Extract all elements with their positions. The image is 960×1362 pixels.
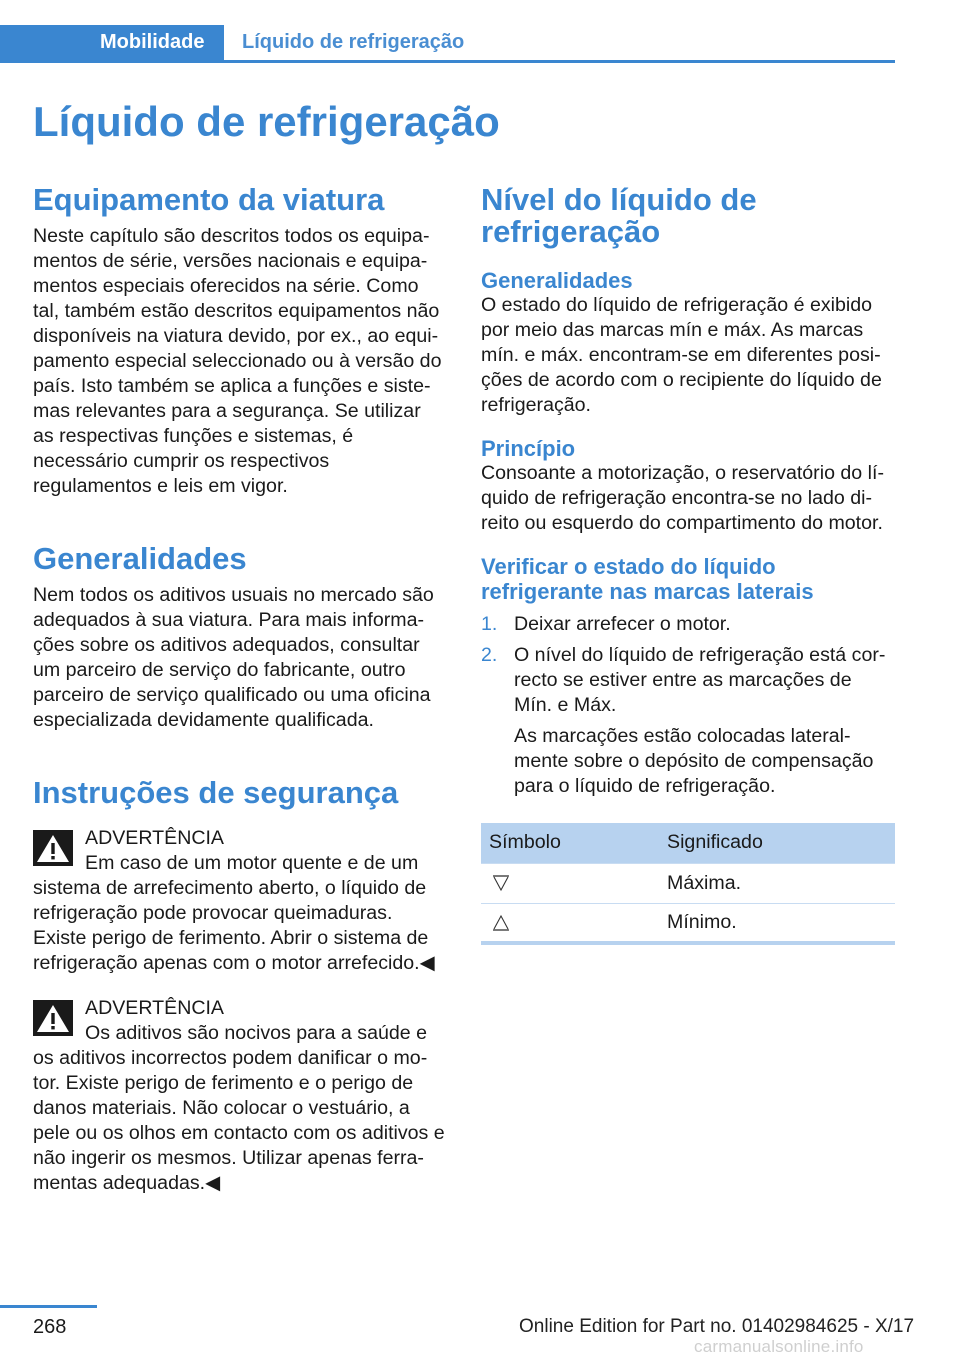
step-text: O nível do líquido de refrigeração está correcto se estiver entre as marcações de Mín. e Máx. <box>514 644 886 716</box>
table-row <box>481 863 895 903</box>
warning-block <box>33 996 445 1196</box>
table-header-meaning: Significado <box>659 823 895 863</box>
header-tabbar <box>0 25 895 63</box>
table-cell-meaning: Mínimo. <box>659 903 895 943</box>
step-text: Deixar arrefecer o motor. <box>514 613 731 635</box>
min-mark-icon <box>491 913 511 933</box>
page-number: 268 <box>33 1316 67 1338</box>
level-general-heading: Generalidades <box>481 268 633 293</box>
edition-text: Online Edition for Part no. 01402984625 - X/17 <box>519 1316 915 1337</box>
max-mark-icon <box>491 873 511 893</box>
step-subtext: As marcações estão colocadas lateralmente sobre o depósito de compensação para o líquido de refrigeração. <box>514 725 874 797</box>
table-cell-symbol <box>481 903 659 943</box>
warning-text: Os aditivos são nocivos para a saúde e os aditivos incorrectos podem danificar o motor. Existe perigo de ferimento e o perigo de danos materiais. Não colocar o vestuário, a pele ou os olhos em contacto com os aditivos e não ingerir os mesmos. Utilizar apenas ferramentas adequadas.◀ <box>33 1022 445 1194</box>
symbol-table <box>481 823 895 945</box>
principle-body: Consoante a motorização, o reservatório do líquido de refrigeração encontra-se no lado direito ou esquerdo do compartimento do motor. <box>481 462 884 534</box>
table-row <box>481 903 895 943</box>
section-general <box>33 543 445 733</box>
footer-divider <box>0 1305 97 1308</box>
tab-liquido-refrigeracao[interactable]: Líquido de refrigeração <box>242 31 465 53</box>
check-heading: Verificar o estado do líquido refrigerante nas marcas laterais <box>481 554 814 604</box>
page-title: Líquido de refrigeração <box>33 98 500 145</box>
warning-triangle-icon <box>33 1000 73 1036</box>
section-equipment <box>33 184 445 499</box>
equipment-body: Neste capítulo são descritos todos os equipamentos de série, versões nacionais e equipamentos especiais oferecidos na série. Como tal, também estão descritos equipamentos não disponíveis na viatura devido, por ex., ao equipamento especial seleccionado ou à versão do país. Isto também se aplica a funções e sistemas relevantes para a segurança. Se utilizar as respectivas funções e sistemas, é necessário cumprir os respectivos regulamentos e leis em vigor. <box>33 225 442 497</box>
left-column <box>33 184 445 1196</box>
table-header-row <box>481 823 895 863</box>
level-heading: Nível do líquido de refrigeração <box>481 182 757 249</box>
level-general-body: O estado do líquido de refrigeração é exibido por meio das marcas mín e máx. As marcas mín. e máx. encontram-se em diferentes posições de acordo com o recipiente do líquido de refrigeração. <box>481 294 882 416</box>
tab-mobilidade[interactable]: Mobilidade <box>0 25 224 60</box>
warning-text: Em caso de um motor quente e de um sistema de arrefecimento aberto, o líquido de refrigeração pode provocar queimaduras. Existe perigo de ferimento. Abrir o sistema de refrigeração apenas com o motor arrefecido.◀ <box>33 852 435 974</box>
step-number: 1. <box>481 613 498 635</box>
table-cell-meaning: Máxima. <box>659 863 895 903</box>
right-column <box>481 184 895 945</box>
list-item <box>481 643 895 799</box>
warning-label: ADVERTÊNCIA <box>85 827 225 849</box>
step-number: 2. <box>481 644 498 666</box>
steps-list <box>481 612 895 799</box>
warning-triangle-icon <box>33 830 73 866</box>
table-cell-symbol <box>481 863 659 903</box>
section-safety <box>33 777 445 1196</box>
general-body: Nem todos os aditivos usuais no mercado são adequados à sua viatura. Para mais informações sobre os aditivos adequados, consultar um parceiro de serviço do fabricante, outro parceiro de serviço qualificado ou uma oficina especializada devidamente qualificada. <box>33 584 434 731</box>
warning-label: ADVERTÊNCIA <box>85 997 225 1019</box>
general-heading: Generalidades <box>33 541 247 576</box>
warning-block <box>33 826 445 976</box>
equipment-heading: Equipamento da viatura <box>33 182 385 217</box>
principle-heading: Princípio <box>481 436 576 461</box>
list-item <box>481 612 895 637</box>
table-header-symbol: Símbolo <box>481 823 659 863</box>
safety-heading: Instruções de segurança <box>33 775 399 810</box>
watermark-text: carmanualsonline.info <box>694 1337 864 1356</box>
